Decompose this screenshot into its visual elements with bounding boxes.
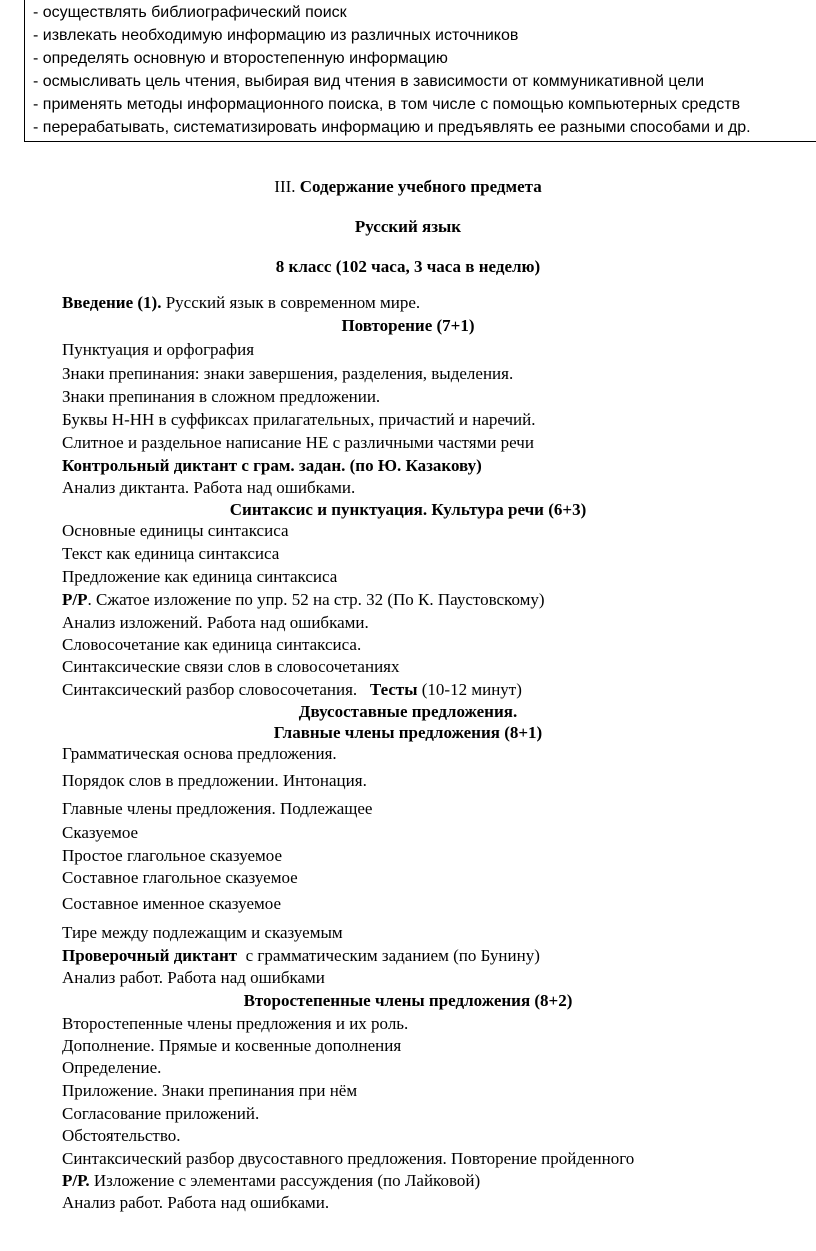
section-title-main-members: Главные члены предложения (8+1) [273, 723, 543, 742]
intro-label: Введение (1). [62, 293, 162, 312]
topic-line: Составное глагольное сказуемое [62, 868, 298, 887]
topic-line: Словосочетание как единица синтаксиса. [62, 635, 362, 654]
section-title-syntax: Синтаксис и пунктуация. Культура речи (6+3) [229, 500, 587, 519]
topic-line: Анализ диктанта. Работа над ошибками. [62, 478, 356, 497]
section-heading [0, 176, 816, 198]
control-dictation-line [62, 455, 482, 477]
objective-item: - определять основную и второстепенную информацию [33, 50, 448, 67]
check-dictation-label: Проверочный диктант [62, 946, 238, 965]
rr-label: Р/Р. [62, 1171, 90, 1190]
topic-line: Анализ работ. Работа над ошибками [62, 968, 325, 987]
topic-line: Обстоятельство. [62, 1126, 181, 1145]
topic-line: Анализ работ. Работа над ошибками. [62, 1193, 330, 1212]
topic-line: Пунктуация и орфография [62, 340, 255, 359]
rr-label: Р/Р [62, 590, 88, 609]
objective-item: - применять методы информационного поиска, в том числе с помощью компьютерных средств [33, 96, 741, 113]
topic-line: Определение. [62, 1058, 162, 1077]
objective-item: - осуществлять библиографический поиск [33, 4, 347, 21]
topic-line: Грамматическая основа предложения. [62, 744, 337, 763]
topic-line: Главные члены предложения. Подлежащее [62, 799, 373, 818]
tests-label: Тесты [369, 680, 418, 699]
topic-line: Приложение. Знаки препинания при нём [62, 1081, 358, 1100]
topic-line: Дополнение. Прямые и косвенные дополнения [62, 1036, 402, 1055]
topic-line: Слитное и раздельное написание НЕ с различными частями речи [62, 433, 534, 452]
topic-line: Сказуемое [62, 823, 139, 842]
topic-line: Знаки препинания: знаки завершения, разделения, выделения. [62, 364, 514, 383]
topic-line: Знаки препинания в сложном предложении. [62, 387, 381, 406]
speech-development-line [62, 589, 545, 611]
topic-line: Составное именное сказуемое [62, 894, 281, 913]
topic-line: Синтаксические связи слов в словосочетаниях [62, 657, 400, 676]
tests-line [62, 679, 522, 701]
section-title-repetition: Повторение (7+1) [341, 316, 475, 335]
rr-text: . Сжатое изложение по упр. 52 на стр. 32 (По К. Паустовскому) [87, 590, 545, 609]
topic-line: Простое глагольное сказуемое [62, 846, 283, 865]
grade-title: 8 класс (102 часа, 3 часа в неделю) [275, 257, 541, 276]
section-title-two-part: Двусоставные предложения. [298, 702, 518, 721]
topic-line: Буквы Н-НН в суффиксах прилагательных, причастий и наречий. [62, 410, 536, 429]
tests-text: (10-12 минут) [417, 680, 522, 699]
topic-line: Порядок слов в предложении. Интонация. [62, 771, 367, 790]
topic-line: Текст как единица синтаксиса [62, 544, 280, 563]
objective-item: - осмысливать цель чтения, выбирая вид чтения в зависимости от коммуникативной цели [33, 73, 705, 90]
rr-text: Изложение с элементами рассуждения (по Лайковой) [89, 1171, 481, 1190]
check-dictation-line [62, 945, 540, 967]
topic-line: Анализ изложений. Работа над ошибками. [62, 613, 369, 632]
control-dictation-text: Контрольный диктант с грам. задан. (по Ю. Казакову) [62, 456, 482, 475]
speech-development-line [62, 1170, 480, 1192]
topic-line: Предложение как единица синтаксиса [62, 567, 338, 586]
topic-line: Основные единицы синтаксиса [62, 521, 289, 540]
objective-item: - извлекать необходимую информацию из различных источников [33, 27, 519, 44]
check-dictation-text: с грамматическим заданием (по Бунину) [237, 946, 540, 965]
topic-line: Тире между подлежащим и сказуемым [62, 923, 343, 942]
topic-line: Согласование приложений. [62, 1104, 260, 1123]
section-title: Содержание учебного предмета [299, 177, 542, 196]
parse-text: Синтаксический разбор словосочетания. [62, 680, 370, 699]
section-roman-numeral: III. [274, 177, 296, 196]
section-title-secondary-members: Второстепенные члены предложения (8+2) [243, 991, 573, 1010]
intro-text: Русский язык в современном мире. [165, 293, 421, 312]
objective-item: - перерабатывать, систематизировать информацию и предъявлять ее разными способами и др. [33, 119, 751, 136]
intro-line [62, 292, 420, 314]
subject-title: Русский язык [354, 217, 462, 236]
objectives-box [24, 0, 816, 142]
topic-line: Синтаксический разбор двусоставного предложения. Повторение пройденного [62, 1149, 635, 1168]
topic-line: Второстепенные члены предложения и их роль. [62, 1014, 409, 1033]
